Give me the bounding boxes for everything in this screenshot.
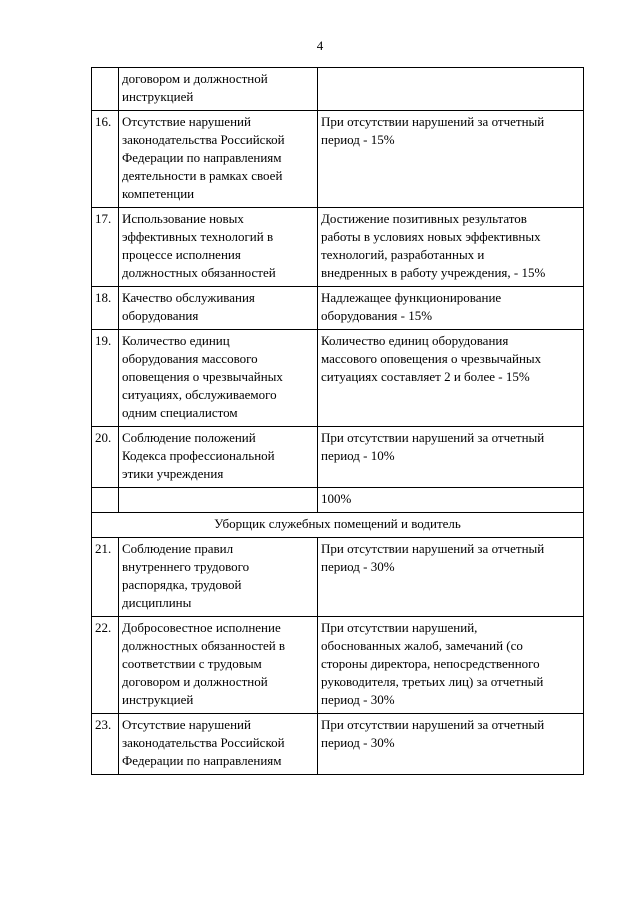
text-line: соответствии с трудовым bbox=[122, 656, 262, 671]
text-line: период - 15% bbox=[321, 132, 395, 147]
row-number: 21. bbox=[92, 538, 119, 617]
section-title: Уборщик служебных помещений и водитель bbox=[92, 513, 584, 538]
text-line: Отсутствие нарушений bbox=[122, 114, 251, 129]
text-line: распорядка, трудовой bbox=[122, 577, 242, 592]
evaluation-cell bbox=[318, 287, 584, 330]
text-line: внедренных в работу учреждения, - 15% bbox=[321, 265, 546, 280]
text-line: период - 30% bbox=[321, 559, 395, 574]
total-value: 100% bbox=[318, 488, 584, 513]
text-line: технологий, разработанных и bbox=[321, 247, 485, 262]
text-line: период - 10% bbox=[321, 448, 395, 463]
criterion-cell bbox=[119, 287, 318, 330]
text-line: руководителя, третьих лиц) за отчетный bbox=[321, 674, 544, 689]
text-line: Соблюдение положений bbox=[122, 430, 256, 445]
text-line: стороны директора, непосредственного bbox=[321, 656, 540, 671]
evaluation-cell bbox=[318, 208, 584, 287]
evaluation-cell bbox=[318, 617, 584, 714]
text-line: законодательства Российской bbox=[122, 132, 285, 147]
text-line: должностных обязанностей bbox=[122, 265, 276, 280]
text-line: оборудования bbox=[122, 308, 199, 323]
text-line: период - 30% bbox=[321, 692, 395, 707]
criteria-row bbox=[92, 208, 584, 287]
row-number bbox=[92, 68, 119, 111]
text-line: При отсутствии нарушений, bbox=[321, 620, 478, 635]
text-line: При отсутствии нарушений за отчетный bbox=[321, 430, 545, 445]
text-line: Использование новых bbox=[122, 211, 244, 226]
text-line: Федерации по направлениям bbox=[122, 150, 282, 165]
text-line: инструкцией bbox=[122, 89, 194, 104]
text-line: эффективных технологий в bbox=[122, 229, 274, 244]
row-number: 23. bbox=[92, 714, 119, 775]
criterion-cell bbox=[119, 330, 318, 427]
total-row bbox=[92, 488, 584, 513]
criterion-cell bbox=[119, 208, 318, 287]
evaluation-cell bbox=[318, 330, 584, 427]
criteria-row bbox=[92, 111, 584, 208]
text-line: Соблюдение правил bbox=[122, 541, 234, 556]
text-line: этики учреждения bbox=[122, 466, 224, 481]
criterion-cell bbox=[119, 617, 318, 714]
text-line: При отсутствии нарушений за отчетный bbox=[321, 114, 545, 129]
text-line: При отсутствии нарушений за отчетный bbox=[321, 717, 545, 732]
row-number: 22. bbox=[92, 617, 119, 714]
total-empty-cell bbox=[119, 488, 318, 513]
text-line: оповещения о чрезвычайных bbox=[122, 369, 283, 384]
text-line: массового оповещения о чрезвычайных bbox=[321, 351, 542, 366]
text-line: При отсутствии нарушений за отчетный bbox=[321, 541, 545, 556]
criteria-row bbox=[92, 287, 584, 330]
criteria-row bbox=[92, 68, 584, 111]
page-number: 4 bbox=[316, 38, 324, 53]
text-line: договором и должностной bbox=[122, 674, 268, 689]
section-header-row bbox=[92, 513, 584, 538]
text-line: Федерации по направлениям bbox=[122, 753, 282, 768]
text-line: работы в условиях новых эффективных bbox=[321, 229, 541, 244]
total-empty-cell bbox=[92, 488, 119, 513]
text-line: инструкцией bbox=[122, 692, 194, 707]
evaluation-cell bbox=[318, 427, 584, 488]
text-line: оборудования массового bbox=[122, 351, 258, 366]
text-line: дисциплины bbox=[122, 595, 192, 610]
text-line: Достижение позитивных результатов bbox=[321, 211, 527, 226]
row-number: 18. bbox=[92, 287, 119, 330]
text-line: Качество обслуживания bbox=[122, 290, 255, 305]
text-line: Надлежащее функционирование bbox=[321, 290, 502, 305]
criterion-cell bbox=[119, 68, 318, 111]
text-line: Кодекса профессиональной bbox=[122, 448, 275, 463]
evaluation-cell bbox=[318, 538, 584, 617]
criteria-row bbox=[92, 330, 584, 427]
text-line: Добросовестное исполнение bbox=[122, 620, 281, 635]
text-line: должностных обязанностей в bbox=[122, 638, 286, 653]
row-number: 19. bbox=[92, 330, 119, 427]
text-line: период - 30% bbox=[321, 735, 395, 750]
text-line: Количество единиц bbox=[122, 333, 230, 348]
text-line: законодательства Российской bbox=[122, 735, 285, 750]
text-line: процессе исполнения bbox=[122, 247, 241, 262]
criteria-row bbox=[92, 714, 584, 775]
text-line: Количество единиц оборудования bbox=[321, 333, 509, 348]
text-line: внутреннего трудового bbox=[122, 559, 250, 574]
criterion-cell bbox=[119, 714, 318, 775]
criterion-cell bbox=[119, 111, 318, 208]
text-line: ситуациях составляет 2 и более - 15% bbox=[321, 369, 530, 384]
evaluation-cell bbox=[318, 111, 584, 208]
row-number: 16. bbox=[92, 111, 119, 208]
text-line: оборудования - 15% bbox=[321, 308, 433, 323]
text-line: договором и должностной bbox=[122, 71, 268, 86]
criteria-row bbox=[92, 617, 584, 714]
criteria-row bbox=[92, 538, 584, 617]
text-line: деятельности в рамках своей bbox=[122, 168, 283, 183]
criteria-table bbox=[91, 67, 584, 775]
text-line: обоснованных жалоб, замечаний (со bbox=[321, 638, 523, 653]
text-line: ситуациях, обслуживаемого bbox=[122, 387, 277, 402]
row-number: 17. bbox=[92, 208, 119, 287]
row-number: 20. bbox=[92, 427, 119, 488]
criterion-cell bbox=[119, 538, 318, 617]
criterion-cell bbox=[119, 427, 318, 488]
criteria-row bbox=[92, 427, 584, 488]
text-line: одним специалистом bbox=[122, 405, 238, 420]
evaluation-cell bbox=[318, 714, 584, 775]
text-line: компетенции bbox=[122, 186, 195, 201]
text-line: Отсутствие нарушений bbox=[122, 717, 251, 732]
criteria-table-body bbox=[92, 68, 584, 775]
evaluation-cell bbox=[318, 68, 584, 111]
